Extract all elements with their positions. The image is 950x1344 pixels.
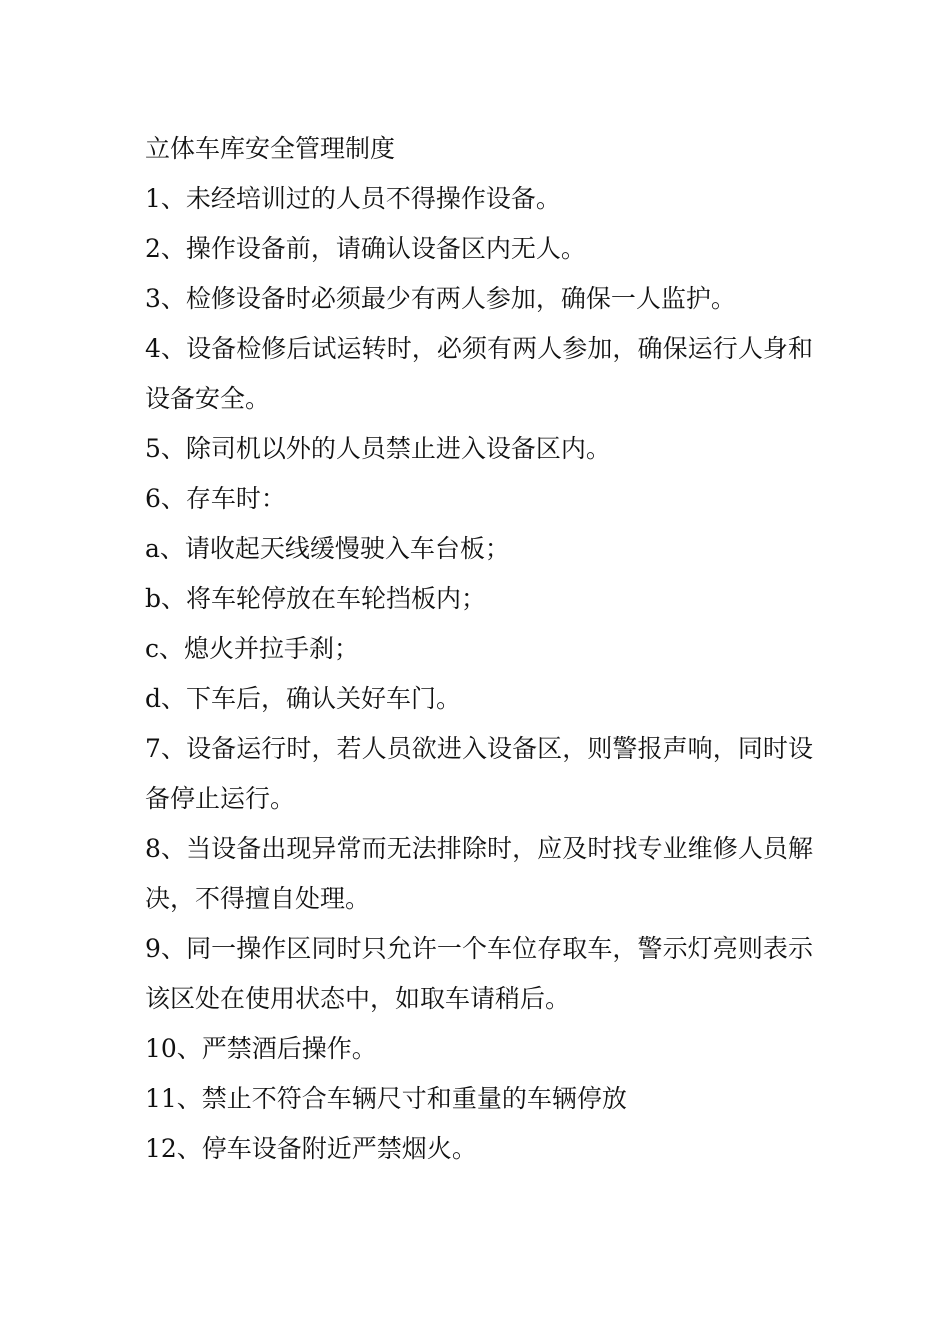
rule-subitem-d: d、下车后，确认关好车门。 <box>145 684 462 713</box>
rule-subitem-c: c、熄火并拉手刹； <box>145 634 360 663</box>
rule-item-4: 4、设备检修后试运转时，必须有两人参加，确保运行人身和设备安全。 <box>145 334 813 413</box>
document-title: 立体车库安全管理制度 <box>145 134 396 163</box>
rule-item-2: 2、操作设备前，请确认设备区内无人。 <box>145 234 586 263</box>
rule-item-1: 1、未经培训过的人员不得操作设备。 <box>145 184 561 213</box>
document-body <box>145 124 813 1174</box>
rule-item-6: 6、存车时： <box>145 484 286 513</box>
rule-item-5: 5、除司机以外的人员禁止进入设备区内。 <box>145 434 611 463</box>
rule-item-3: 3、检修设备时必须最少有两人参加，确保一人监护。 <box>145 284 736 313</box>
rule-item-12: 12、停车设备附近严禁烟火。 <box>145 1134 477 1163</box>
rule-item-7: 7、设备运行时，若人员欲进入设备区，则警报声响，同时设备停止运行。 <box>145 734 813 813</box>
rule-subitem-b: b、将车轮停放在车轮挡板内； <box>145 584 487 613</box>
rule-subitem-a: a、请收起天线缓慢驶入车台板； <box>145 534 510 563</box>
rule-item-8: 8、当设备出现异常而无法排除时，应及时找专业维修人员解决，不得擅自处理。 <box>145 834 813 913</box>
rule-item-9: 9、同一操作区同时只允许一个车位存取车，警示灯亮则表示该区处在使用状态中，如取车请稍后。 <box>145 934 813 1013</box>
rule-item-11: 11、禁止不符合车辆尺寸和重量的车辆停放 <box>145 1084 627 1113</box>
rule-item-10: 10、严禁酒后操作。 <box>145 1034 377 1063</box>
